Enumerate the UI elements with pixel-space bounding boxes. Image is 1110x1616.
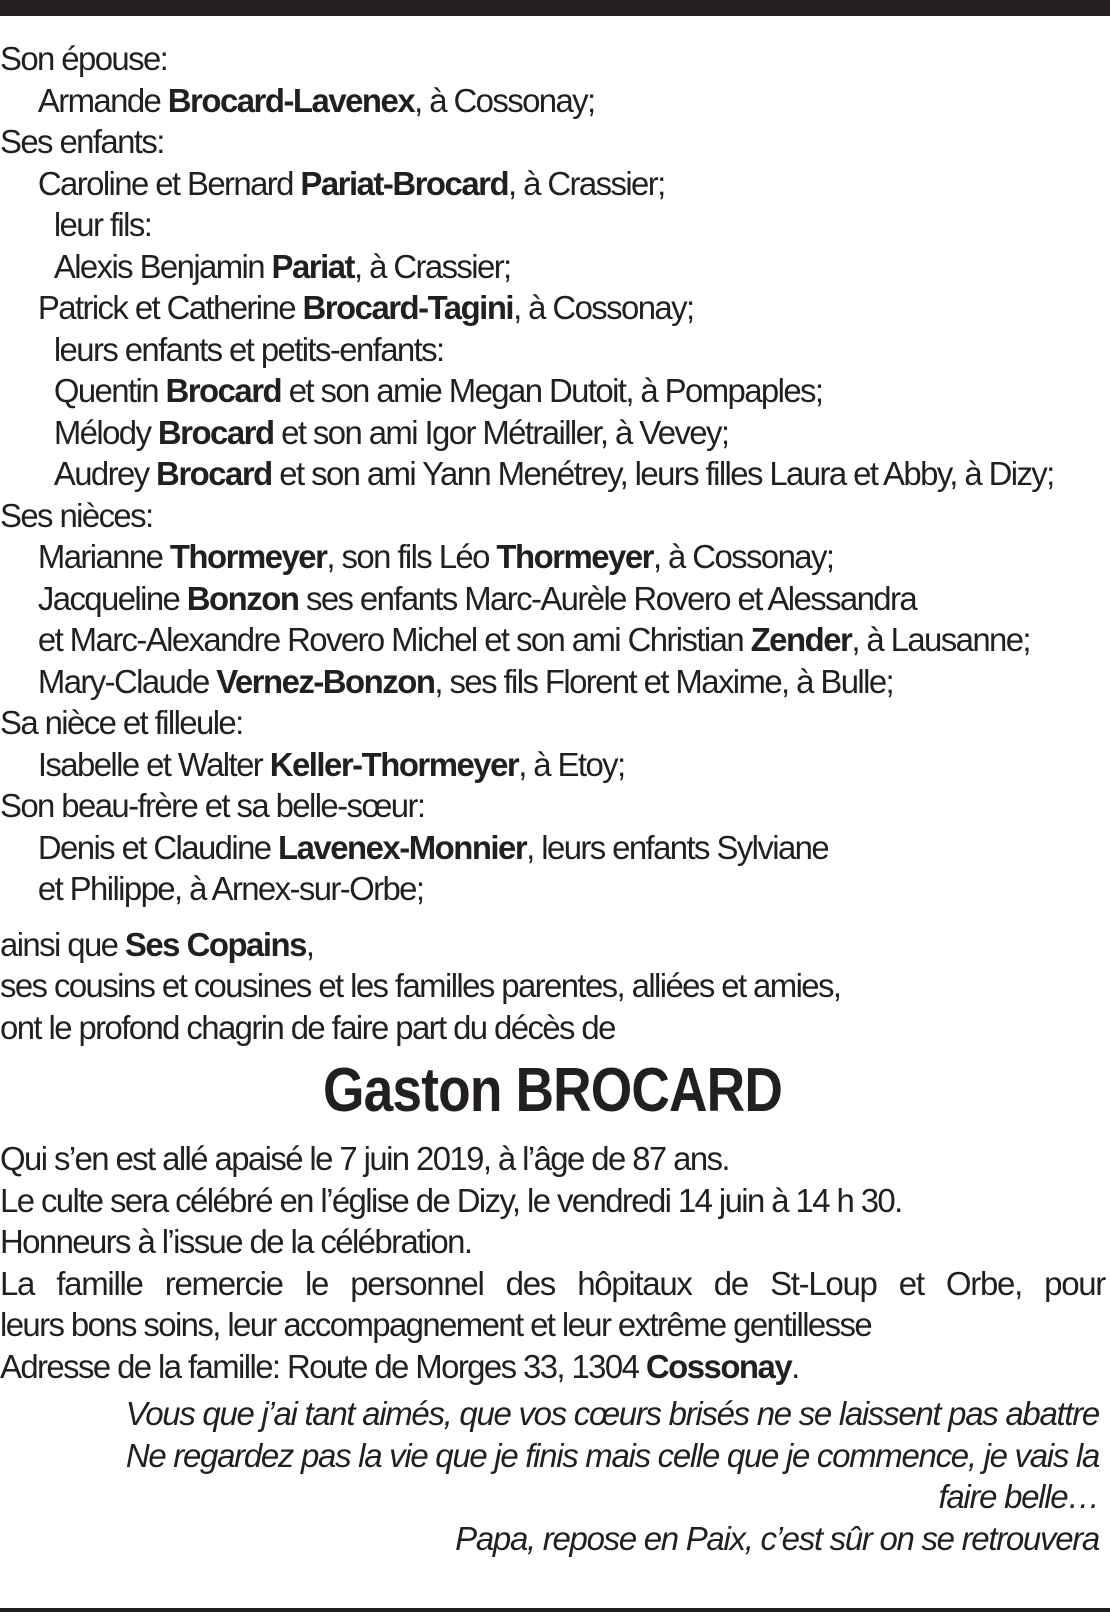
child-entry-1: Caroline et Bernard Pariat-Brocard, à Crassier; [37,164,665,202]
obituary-body [0,38,1105,1559]
grandchild-entry-4: Audrey Brocard et son ami Yann Menétrey, leurs filles Laura et Abby, à Dizy; [53,455,1054,492]
poem-line-4: Papa, repose en Paix, c’est sûr on se retrouvera [455,1519,1099,1557]
announcement-line-1: ainsi que Ses Copains, [0,925,314,963]
child-entry-2: Patrick et Catherine Brocard-Tagini, à Cossonay; [37,289,694,326]
inlaws-entry: Denis et Claudine Lavenex-Monnier, leurs enfants Sylviane [37,828,829,866]
inlaws-label: Son beau-frère et sa belle-sœur: [0,787,425,824]
goddaughter-entry: Isabelle et Walter Keller-Thormeyer, à Etoy; [37,745,625,783]
niece-entry-3: Mary-Claude Vernez-Bonzon, ses fils Florent et Maxime, à Bulle; [37,662,894,700]
service-details [0,1138,1105,1387]
poem-line-3: faire belle… [938,1478,1099,1515]
thanks-line-continued: leurs bons soins, leur accompagnement et leur extrême gentillesse [0,1306,872,1343]
top-border-rule [0,0,1110,16]
grandchild-entry-3: Mélody Brocard et son ami Igor Métrailler, à Vevey; [53,413,729,451]
spouse-entry: Armande Brocard-Lavenex, à Cossonay; [37,81,595,119]
child-2-sub-label: leurs enfants et petits-enfants: [53,330,444,368]
deceased-name: Gaston BROCARD [323,1056,782,1125]
announcement-line-3: ont le profond chagrin de faire part du décès de [0,1008,615,1046]
inlaws-entry-continued: et Philippe, à Arnex-sur-Orbe; [37,870,424,907]
thanks-line: La famille remercie le personnel des hôpitaux de St-Loup et Orbe, pour [0,1264,1105,1302]
niece-entry-2-continued: et Marc-Alexandre Rovero Michel et son ami Christian Zender, à Lausanne; [37,621,1030,658]
goddaughter-label: Sa nièce et filleule: [0,704,243,741]
children-label: Ses enfants: [0,123,164,160]
poem-line-1: Vous que j’ai tant aimés, que vos cœurs brisés ne se laissent pas abattre [125,1395,1099,1432]
announcement-line-2: ses cousins et cousines et les familles parentes, alliées et amies, [0,967,841,1004]
child-1-sub-label: leur fils: [53,206,152,243]
details-line-1: Qui s’en est allé apaisé le 7 juin 2019, à l’âge de 87 ans. [0,1140,729,1177]
niece-entry-2: Jacqueline Bonzon ses enfants Marc-Aurèle Rovero et Alessandra [37,579,917,617]
details-line-2: Le culte sera célébré en l’église de Dizy, le vendredi 14 juin à 14 h 30. [0,1181,902,1219]
grandchild-entry-2: Quentin Brocard et son amie Megan Dutoit, à Pompaples; [53,372,823,409]
grandchild-entry-1: Alexis Benjamin Pariat, à Crassier; [53,247,511,285]
bottom-border-rule [0,1608,1110,1612]
announcement [0,924,1105,1049]
family-list [0,38,1105,910]
poem-line-2: Ne regardez pas la vie que je finis mais celle que je commence, je vais la [125,1436,1099,1474]
family-address: Adresse de la famille: Route de Morges 33, 1304 Cossonay. [0,1347,799,1385]
spouse-label: Son épouse: [0,40,168,77]
niece-entry-1: Marianne Thormeyer, son fils Léo Thormeyer, à Cossonay; [37,538,834,575]
details-line-3: Honneurs à l’issue de la célébration. [0,1223,472,1260]
nieces-label: Ses nièces: [0,496,153,534]
closing-poem [0,1393,1105,1559]
